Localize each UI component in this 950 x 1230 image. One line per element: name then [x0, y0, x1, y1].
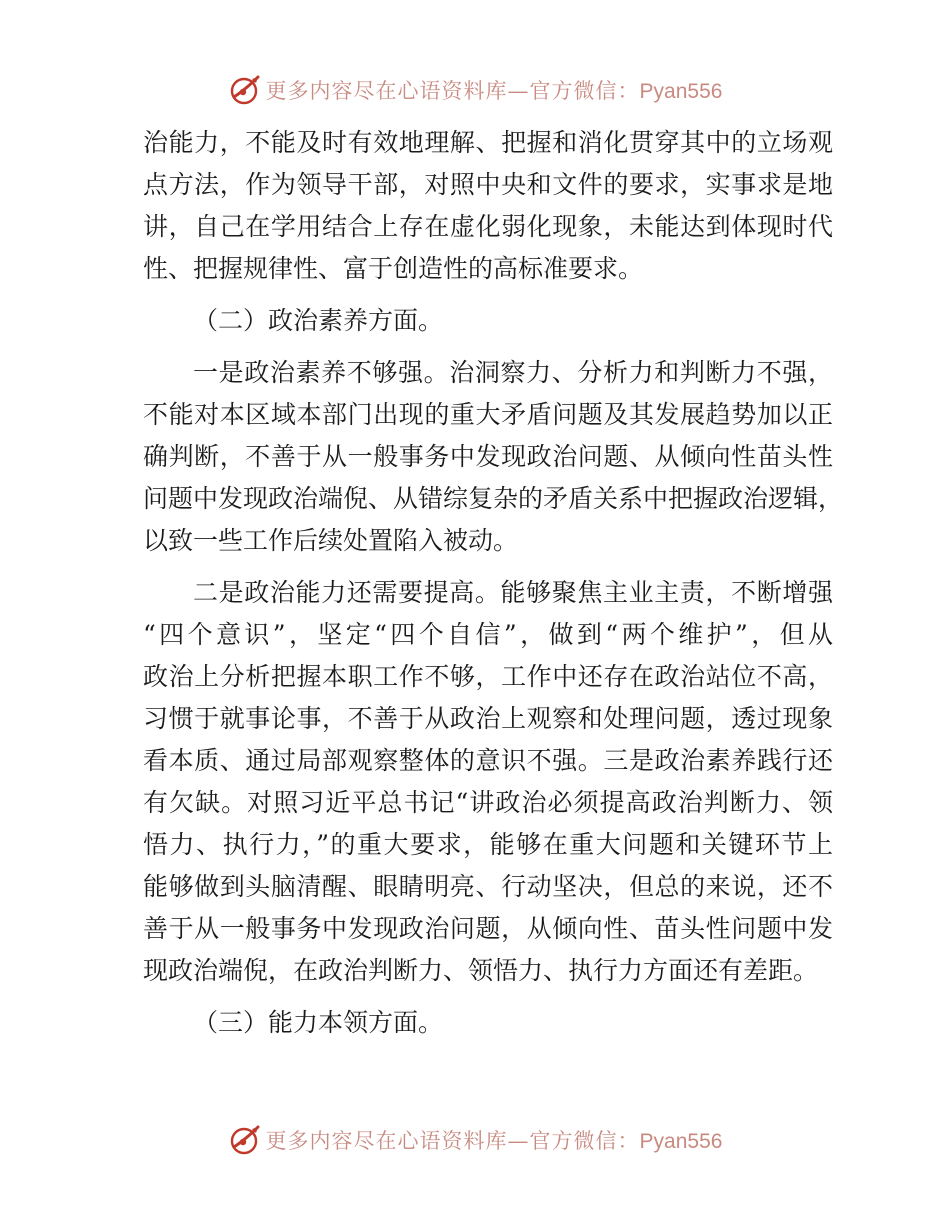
text-line: 能够做到头脑清醒、眼睛明亮、行动坚决，但总的来说，还不 [143, 872, 833, 901]
paragraph [143, 1002, 833, 1044]
text-line: 讲，自己在学用结合上存在虚化弱化现象，未能达到体现时代 [143, 212, 833, 241]
text-line: 二是政治能力还需要提高。能够聚焦主业主责，不断增强 [193, 578, 833, 607]
banner-main-text: 更多内容尽在心语资料库—官方微信： [265, 1129, 640, 1153]
text-line: 确判断，不善于从一般事务中发现政治问题、从倾向性苗头性 [143, 442, 833, 471]
paragraph-gap [143, 342, 833, 352]
paragraph [143, 122, 833, 290]
text-line: 悟力、执行力，”的重大要求，能够在重大问题和关键环节上 [143, 830, 833, 859]
text-line: “四个意识”，坚定“四个自信”，做到“两个维护”，但从 [143, 620, 833, 649]
text-line: 一是政治素养不够强。治洞察力、分析力和判断力不强， [193, 358, 833, 387]
text-line: 政治上分析把握本职工作不够，工作中还存在政治站位不高， [143, 662, 833, 691]
paragraph [143, 352, 844, 562]
text-line: 看本质、通过局部观察整体的意识不强。三是政治素养践行还 [143, 746, 833, 775]
text-line: （三）能力本领方面。 [193, 1008, 444, 1037]
text-line: （二）政治素养方面。 [193, 306, 444, 335]
footer-banner [0, 1120, 950, 1160]
text-line: 问题中发现政治端倪、从错综复杂的矛盾关系中把握政治逻辑， [143, 484, 844, 513]
banner-main-text: 更多内容尽在心语资料库—官方微信： [265, 79, 640, 103]
paragraph-gap [143, 290, 833, 300]
banner-wechat-id: Pyan556 [639, 80, 723, 103]
document-body [143, 122, 844, 1044]
text-line: 以致一些工作后续处置陷入被动。 [143, 526, 519, 555]
paragraph-gap [143, 562, 833, 572]
pen-circle-logo-icon [228, 73, 262, 107]
paragraph [143, 572, 833, 992]
paragraph [143, 300, 833, 342]
text-line: 有欠缺。对照习近平总书记“讲政治必须提高政治判断力、领 [143, 788, 833, 817]
banner-text [266, 75, 723, 105]
text-line: 善于从一般事务中发现政治问题，从倾向性、苗头性问题中发 [143, 914, 833, 943]
header-banner [0, 70, 950, 110]
banner-text [266, 1125, 723, 1155]
text-line: 现政治端倪，在政治判断力、领悟力、执行力方面还有差距。 [143, 956, 819, 985]
text-line: 点方法，作为领导干部，对照中央和文件的要求，实事求是地 [143, 170, 833, 199]
text-line: 习惯于就事论事，不善于从政治上观察和处理问题，透过现象 [143, 704, 833, 733]
banner-inner [228, 73, 723, 107]
text-line: 治能力，不能及时有效地理解、把握和消化贯穿其中的立场观 [143, 128, 833, 157]
text-line: 不能对本区域本部门出现的重大矛盾问题及其发展趋势加以正 [143, 400, 833, 429]
pen-circle-logo-icon [228, 1123, 262, 1157]
text-line: 性、把握规律性、富于创造性的高标准要求。 [143, 254, 644, 283]
paragraph-gap [143, 992, 833, 1002]
banner-inner [228, 1123, 723, 1157]
banner-wechat-id: Pyan556 [639, 1130, 723, 1153]
